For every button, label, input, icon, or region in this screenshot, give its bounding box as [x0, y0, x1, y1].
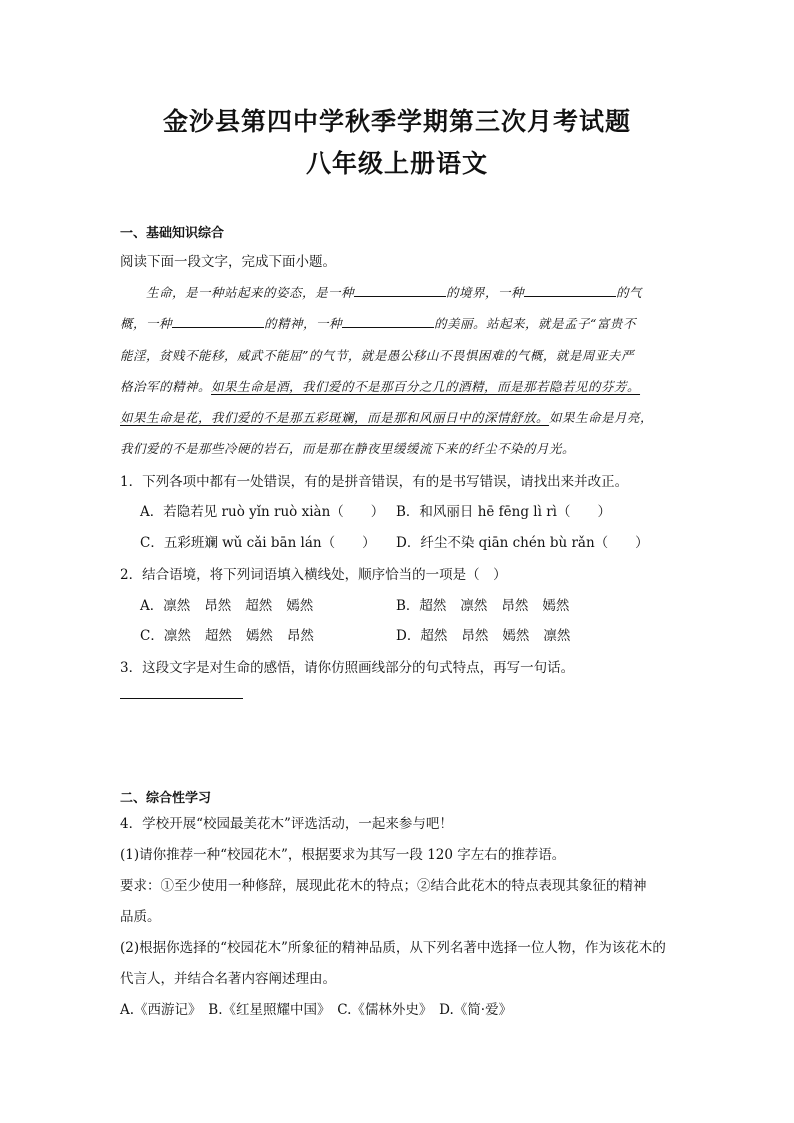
option-label: B．: [396, 598, 420, 614]
passage-line-6: 我们爱的不是那些冷硬的岩石，而是那在静夜里缓缓流下来的纤尘不染的月光。: [120, 441, 576, 456]
q4-stem: 4．学校开展“校园最美花木”评选活动，一起来参与吧！: [120, 816, 453, 832]
word: 昂然: [501, 598, 529, 614]
q1-option-c[interactable]: C．五彩班斓 wǔ cǎi bān lán（ ）: [140, 535, 376, 551]
q1-option-b[interactable]: B．和风丽日 hē fēng lì rì（ ）: [396, 504, 611, 520]
passage-text: 的精神，一种: [264, 316, 343, 331]
underlined-sentence-2: 如果生命是花，我们爱的不是那五彩斑斓，而是那和风丽日中的深情舒放。: [120, 410, 550, 425]
passage-text: 的气: [616, 285, 643, 300]
word: 昂然: [204, 598, 232, 614]
word: 昂然: [286, 628, 314, 644]
underlined-sentence-1: 如果生命是酒，我们爱的不是那百分之几的酒精，而是那若隐若见的芬芳。: [211, 379, 641, 394]
option-label: C．: [140, 628, 164, 644]
q4-part2-line-1: (2)根据你选择的“校园花木”所象征的精神品质，从下列名著中选择一位人物，作为该花木的: [120, 940, 666, 956]
q1-option-d[interactable]: D．纤尘不染 qiān chén bù rǎn（ ）: [396, 535, 649, 551]
fill-blank-3[interactable]: [172, 315, 264, 328]
passage-text: 的美丽。站起来，就是孟子“富贵不: [434, 316, 636, 331]
word: 昂然: [461, 628, 489, 644]
q4-requirement-line-1: 要求：①至少使用一种修辞，展现此花木的特点；②结合此花木的特点表现其象征的精神: [120, 878, 647, 894]
q2-option-b[interactable]: [396, 594, 583, 614]
word: 嫣然: [502, 628, 530, 644]
word: 超然: [204, 628, 232, 644]
q4-book-options: A.《西游记》 B.《红星照耀中国》 C.《儒林外史》 D.《简·爱》: [120, 1002, 513, 1018]
option-label: A．: [140, 598, 164, 614]
passage-text: 的境界，一种: [446, 285, 525, 300]
exam-title: 金沙县第四中学秋季学期第三次月考试题: [162, 107, 631, 136]
word: 超然: [420, 628, 448, 644]
fill-blank-1[interactable]: [354, 284, 446, 297]
word: 超然: [245, 598, 273, 614]
word: 凛然: [460, 598, 488, 614]
q2-option-c[interactable]: [140, 624, 328, 644]
word: 嫣然: [542, 598, 570, 614]
exam-subtitle: 八年级上册语文: [305, 149, 488, 178]
passage-line-1: [146, 283, 642, 301]
passage-line-4: [120, 377, 640, 395]
section1-heading: 一、基础知识综合: [120, 226, 225, 241]
passage-line-5: [120, 408, 653, 426]
fill-blank-4[interactable]: [342, 315, 434, 328]
q3-stem: 3．这段文字是对生命的感悟，请你仿照画线部分的句式特点，再写一句话。: [120, 660, 575, 676]
q1-option-a[interactable]: A．若隐若见 ruò yǐn ruò xiàn（ ）: [140, 504, 385, 520]
passage-line-3: 能淫，贫贱不能移，威武不能屈”的气节，就是愚公移山不畏惧困难的气概，就是周亚夫严: [120, 348, 634, 363]
word: 凛然: [163, 628, 191, 644]
q1-stem: 1．下列各项中都有一处错误，有的是拼音错误，有的是书写错误，请找出来并改正。: [120, 474, 629, 490]
q2-option-d[interactable]: [396, 624, 584, 644]
q4-part2-line-2: 代言人，并结合名著内容阐述理由。: [120, 971, 336, 987]
passage-text: 概，一种: [120, 316, 173, 331]
q2-option-a[interactable]: [140, 594, 327, 614]
passage-text: 如果生命是月亮，: [549, 410, 654, 425]
passage-line-2: [120, 314, 636, 332]
fill-blank-2[interactable]: [524, 284, 616, 297]
word: 超然: [419, 598, 447, 614]
word: 凛然: [543, 628, 571, 644]
q2-stem: 2．结合语境，将下列词语填入横线处，顺序恰当的一项是（ ）: [120, 567, 507, 583]
option-label: D．: [396, 628, 421, 644]
q4-part1: (1)请你推荐一种“校园花木”，根据要求为其写一段 120 字左右的推荐语。: [120, 847, 566, 863]
section1-instruction: 阅读下面一段文字，完成下面小题。: [120, 254, 336, 270]
word: 嫣然: [286, 598, 314, 614]
passage-text: 格治军的精神。: [120, 379, 212, 394]
q3-answer-line[interactable]: [120, 698, 243, 699]
passage-text: 生命，是一种站起来的姿态，是一种: [146, 285, 355, 300]
word: 嫣然: [245, 628, 273, 644]
q4-requirement-line-2: 品质。: [120, 909, 161, 925]
word: 凛然: [163, 598, 191, 614]
section2-heading: 二、综合性学习: [120, 791, 212, 806]
